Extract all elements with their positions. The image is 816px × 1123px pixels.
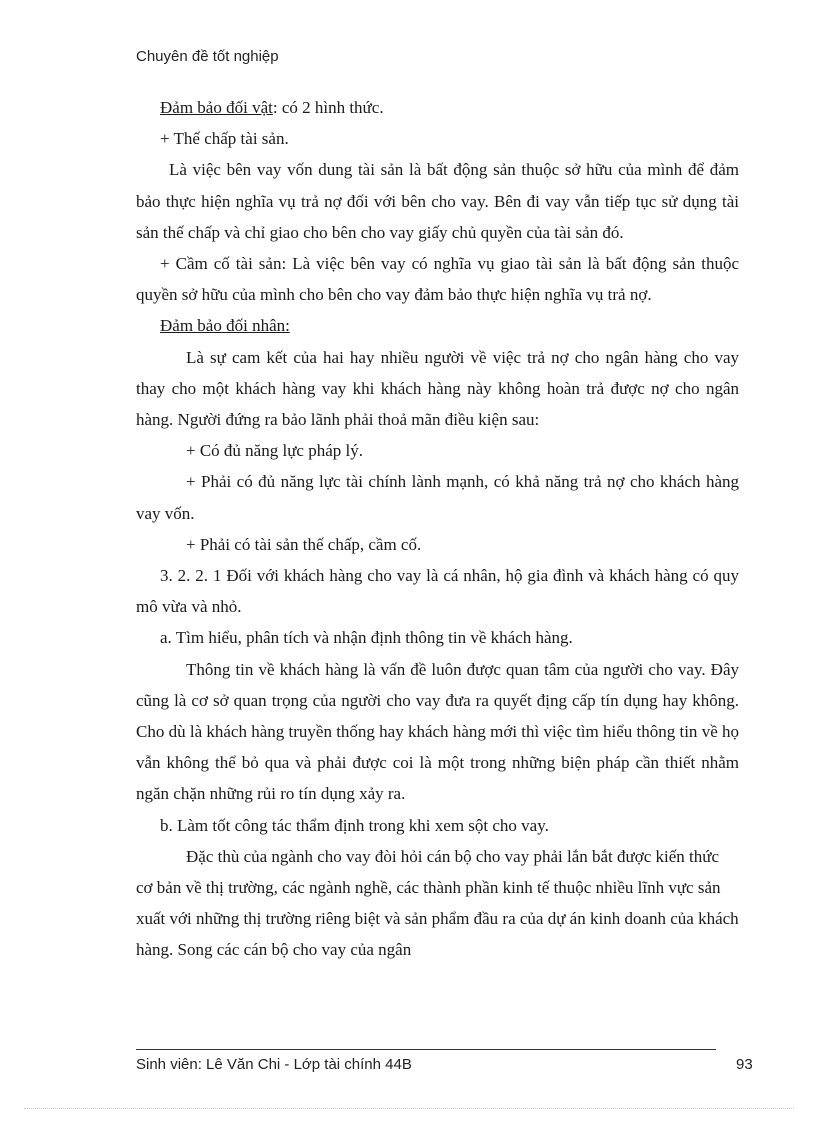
page-number: 93 xyxy=(736,1056,753,1073)
paragraph-appraisal: Đặc thù của ngành cho vay đòi hỏi cán bộ cho vay phải lắn bắt được kiến thức cơ bản về thị trường, các ngành nghề, các thành phần kinh tế thuộc nhiều lĩnh vực sản xuất với những thị trường riêng biệt và sản phẩm đầu ra của dự án kinh doanh của khách hàng. Song các cán bộ cho vay của ngân xyxy=(136,846,739,960)
paragraph-mortgage-item: + Thế chấp tài sản. xyxy=(160,129,289,149)
footer-divider xyxy=(136,1049,716,1050)
collateral-heading-rest: : có 2 hình thức. xyxy=(272,98,384,117)
paragraph-section-heading: 3. 2. 2. 1 Đối với khách hàng cho vay là cá nhân, hộ gia đình và khách hàng có quy mô vừa và nhỏ. xyxy=(136,566,739,617)
paragraph-condition-legal: + Có đủ năng lực pháp lý. xyxy=(186,441,363,461)
paragraph-condition-collateral: + Phải có tài sản thế chấp, cầm cố. xyxy=(186,534,422,554)
paragraph-subsection-b: b. Làm tốt công tác thẩm định trong khi xem sột cho vay. xyxy=(160,815,549,835)
paragraph-mortgage-description: Là việc bên vay vốn dung tài sản là bất động sản thuộc sở hữu của mình để đảm bảo thực hiện nghĩa vụ trả nợ đối với bên cho vay. Bên đi vay vẫn tiếp tục sử dụng tài sản thế chấp và chỉ giao cho bên cho vay giấy chủ quyền của tài sản đó. xyxy=(136,160,739,242)
paragraph-pledge: + Cầm cố tài sản: Là việc bên vay có nghĩa vụ giao tài sản là bất động sản thuộc quyền sở hữu của mình cho bên cho vay đảm bảo thực hiện nghĩa vụ trả nợ. xyxy=(136,254,739,305)
collateral-heading: Đảm bảo đối vật xyxy=(160,98,273,117)
page-edge-dotted-rule xyxy=(24,1108,794,1109)
paragraph-collateral-heading xyxy=(136,92,739,123)
paragraph-customer-info: Thông tin về khách hàng là vấn đề luôn được quan tâm của người cho vay. Đây cũng là cơ sở quan trọng của người cho vay đưa ra quyết địng cấp tín dụng hay không. Cho dù là khách hàng truyền thống hay khách hàng mới thì việc tìm hiểu thông tin về họ vẫn không thể bỏ qua và phải được coi là một trong những biện pháp cần thiết nhằm ngăn chặn những rủi ro tín dụng xảy ra. xyxy=(136,659,739,804)
footer-student-info: Sinh viên: Lê Văn Chi - Lớp tài chính 44B xyxy=(136,1056,412,1073)
guarantee-heading: Đảm bảo đối nhân: xyxy=(160,316,290,336)
paragraph-guarantee-heading xyxy=(136,310,739,341)
running-header: Chuyên đề tốt nghiệp xyxy=(136,48,279,65)
paragraph-subsection-a: a. Tìm hiểu, phân tích và nhận định thông tin về khách hàng. xyxy=(160,628,573,648)
document-body xyxy=(136,92,739,966)
paragraph-condition-financial: + Phải có đủ năng lực tài chính lành mạnh, có khả năng trả nợ cho khách hàng vay vốn. xyxy=(136,472,739,523)
paragraph-guarantee-description: Là sự cam kết của hai hay nhiều người về việc trả nợ cho ngân hàng cho vay thay cho một khách hàng vay khi khách hàng này không hoàn trả được nợ cho ngân hàng. Người đứng ra bảo lãnh phải thoả mãn điều kiện sau: xyxy=(136,347,739,430)
